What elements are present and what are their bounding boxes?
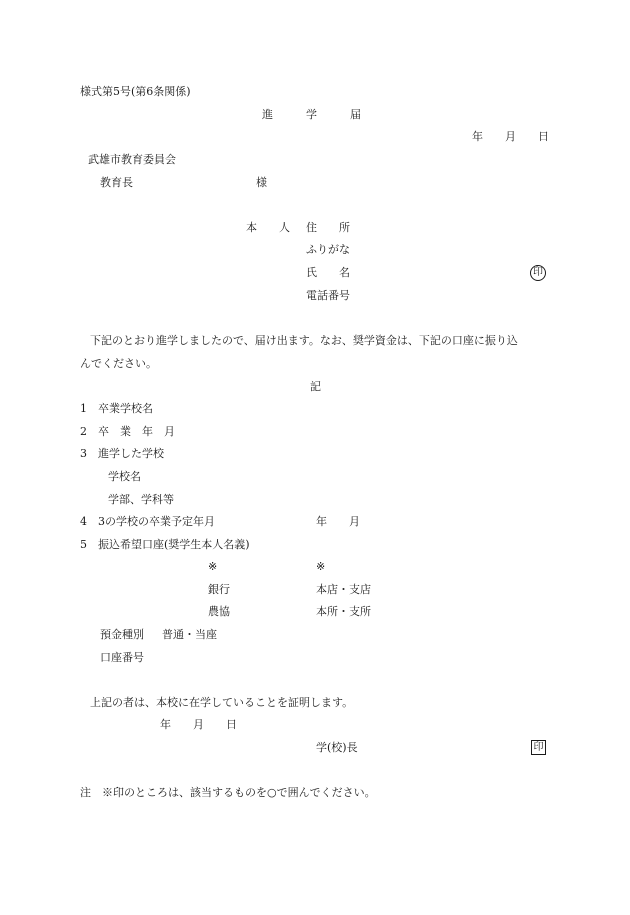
addressee-honorific: 様 xyxy=(256,176,267,189)
applicant-furigana-label: ふりがな xyxy=(306,243,350,256)
principal-seal-icon: 印 xyxy=(531,740,546,755)
item-graduation-date: 2 卒 業 年 月 xyxy=(80,425,175,438)
applicant-phone-label: 電話番号 xyxy=(306,289,350,302)
deposit-type-label: 預金種別 xyxy=(100,628,144,641)
ki-heading: 記 xyxy=(310,380,321,393)
applicant-label: 本 人 xyxy=(246,221,290,234)
item-new-school: 3 進学した学校 xyxy=(80,447,164,460)
body-text-line-2: んでください。 xyxy=(80,357,157,370)
deposit-type-options: 普通・当座 xyxy=(162,628,217,641)
item-new-school-faculty: 学部、学科等 xyxy=(108,493,174,506)
item-expected-graduation-date: 年 月 xyxy=(316,515,360,528)
applicant-address-label: 住 所 xyxy=(306,221,350,234)
item-bank-account: 5 振込希望口座(奨学生本人名義) xyxy=(80,538,250,551)
form-title: 進 学 届 xyxy=(262,108,361,121)
coop-branch-options: 本所・支所 xyxy=(316,605,371,618)
footnote: 注 ※印のところは、該当するものを○で囲んでください。 xyxy=(80,786,376,799)
addressee-org: 武雄市教育委員会 xyxy=(88,153,176,166)
certify-date: 年 月 日 xyxy=(160,718,237,731)
item-expected-graduation: 4 3の学校の卒業予定年月 xyxy=(80,515,215,528)
certify-text: 上記の者は、本校に在学していることを証明します。 xyxy=(90,696,354,709)
item-graduated-school: 1 卒業学校名 xyxy=(80,402,153,415)
bank-label: 銀行 xyxy=(208,583,230,596)
mark-branch: ※ xyxy=(316,560,326,573)
bank-branch-options: 本店・支店 xyxy=(316,583,371,596)
principal-label: 学(校)長 xyxy=(316,741,358,754)
body-text-line-1: 下記のとおり進学しましたので、届け出ます。なお、奨学資金は、下記の口座に振り込 xyxy=(90,334,518,347)
coop-label: 農協 xyxy=(208,605,230,618)
applicant-seal-icon: 印 xyxy=(530,265,546,281)
addressee-title: 教育長 xyxy=(100,176,133,189)
item-new-school-name: 学校名 xyxy=(108,470,141,483)
mark-bank: ※ xyxy=(208,560,218,573)
submission-date: 年 月 日 xyxy=(472,130,549,143)
form-number: 様式第5号(第6条関係) xyxy=(80,85,191,98)
account-number-label: 口座番号 xyxy=(100,651,144,664)
applicant-name-label: 氏 名 xyxy=(306,266,350,279)
